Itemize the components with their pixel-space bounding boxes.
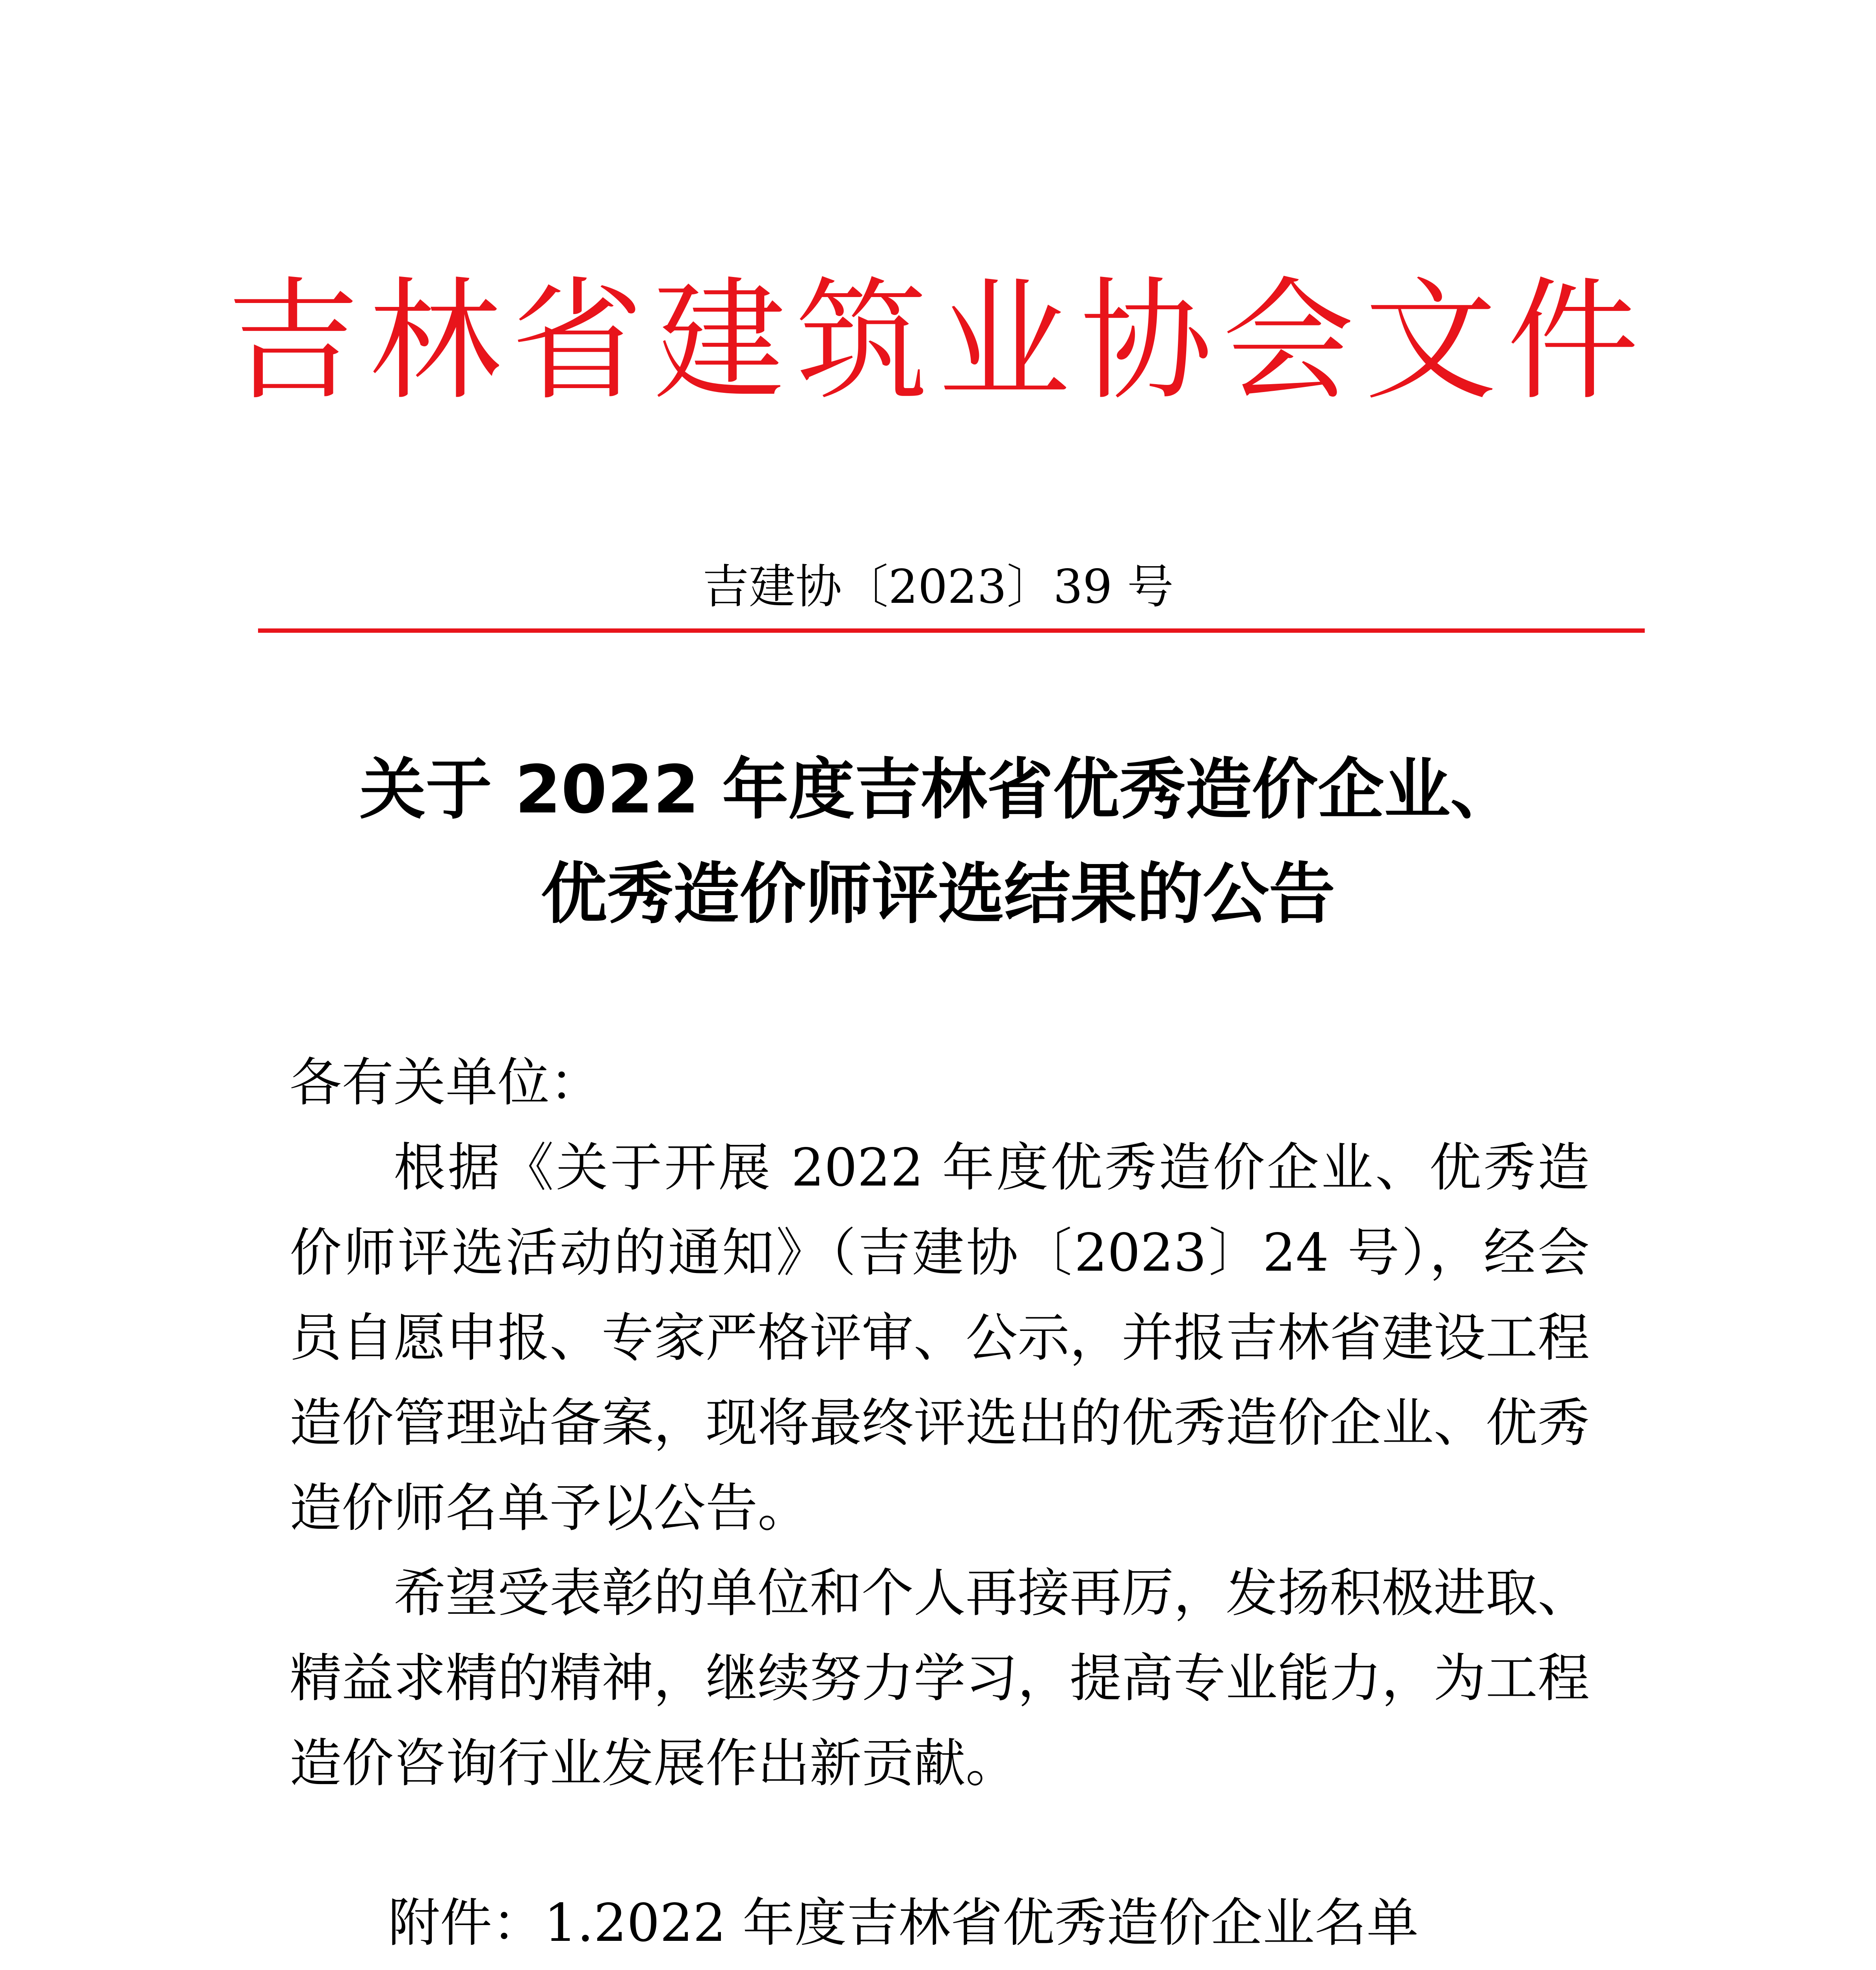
- salutation: 各有关单位：: [290, 1052, 602, 1113]
- announcement-title-line1: 关于 2022 年度吉林省优秀造价企业、: [359, 751, 1517, 828]
- attachment-item-1: 附件：1.2022 年度吉林省优秀造价企业名单: [388, 1893, 1419, 1953]
- body-paragraph-1: 根据《关于开展 2022 年度优秀造价企业、优秀造价师评选活动的通知》（吉建协〔2023〕24 号），经会员自愿申报、专家严格评审、公示，并报吉林省建设工程造价管理站备案，现将最终评选出的优秀造价企业、优秀造价师名单予以公告。: [290, 1137, 1590, 1539]
- document-number: 吉建协〔2023〕39 号: [702, 559, 1174, 614]
- body-text: [290, 1040, 1590, 1806]
- announcement-title-line2: 优秀造价师评选结果的公告: [541, 855, 1335, 933]
- masthead-title: 吉林省建筑业协会文件: [227, 265, 1649, 418]
- body-paragraph-2: 希望受表彰的单位和个人再接再厉，发扬积极进取、精益求精的精神，继续努力学习，提高专业能力，为工程造价咨询行业发展作出新贡献。: [290, 1563, 1590, 1794]
- red-divider-line: [258, 628, 1645, 633]
